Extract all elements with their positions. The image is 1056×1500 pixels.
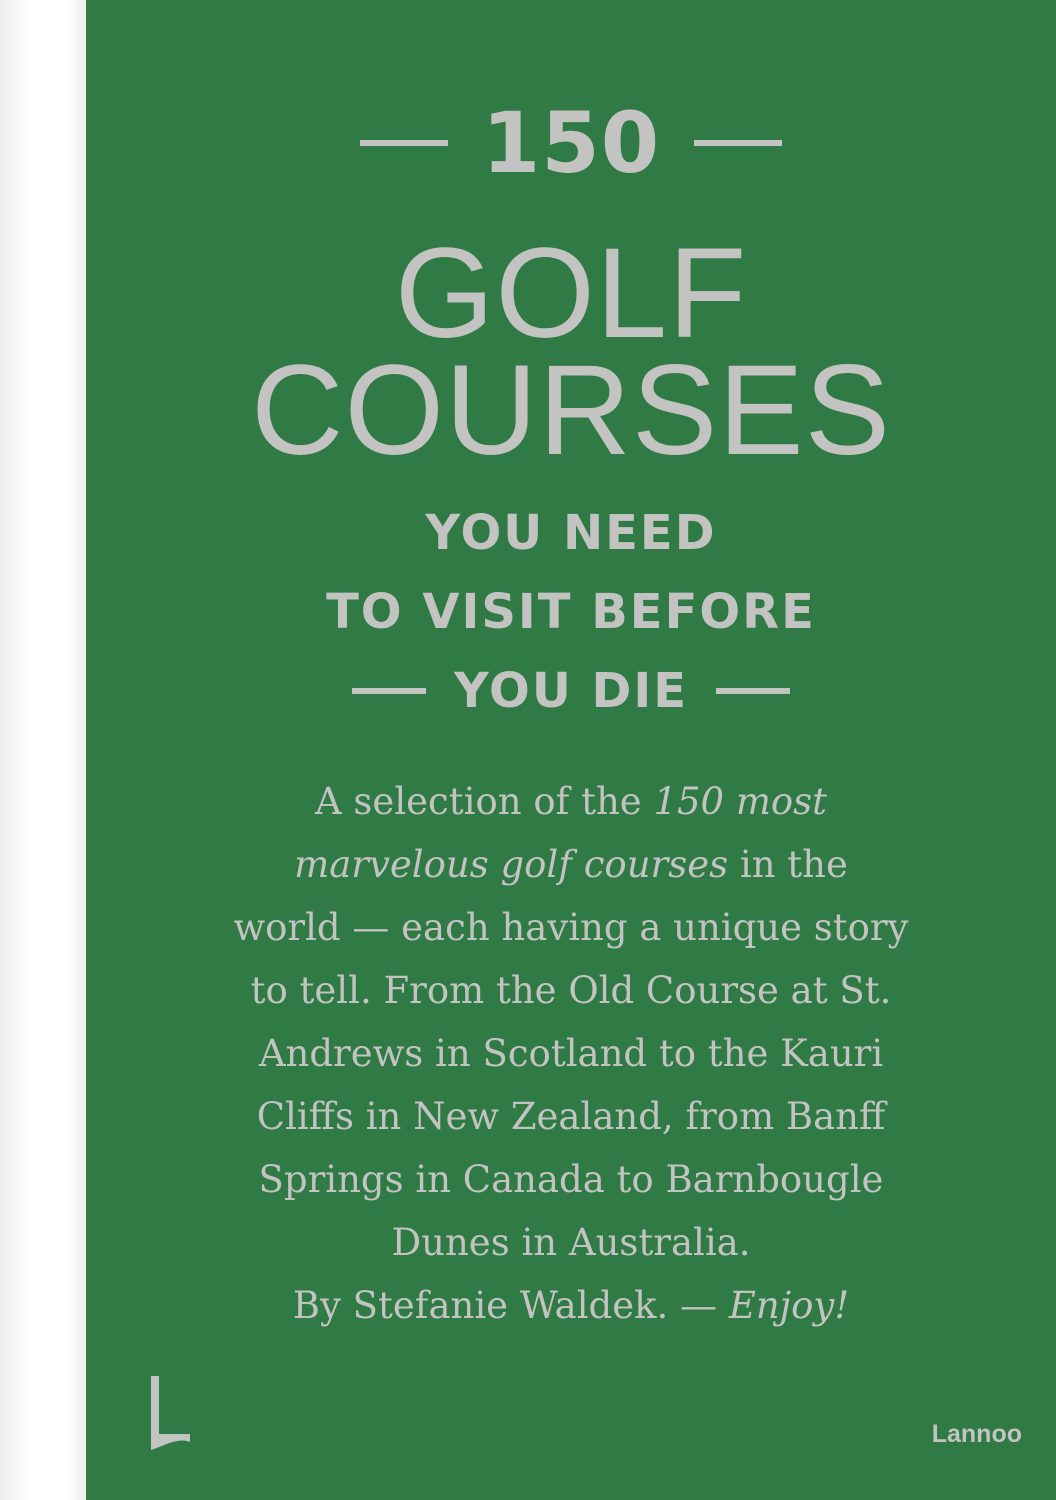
title-line-golf: GOLF — [394, 222, 748, 365]
blurb-line: Cliffs in New Zealand, from Banff — [256, 1095, 886, 1138]
cover-blurb — [166, 770, 976, 1337]
right-dash — [716, 688, 790, 694]
blurb-line: world — each having a unique story — [233, 906, 909, 949]
blurb-line: A selection of the 150 most — [314, 780, 828, 823]
subtitle-line-1: YOU NEED — [425, 505, 717, 561]
blurb-emphasis: 150 most — [653, 780, 828, 823]
left-dash — [360, 140, 448, 146]
blurb-emphasis: marvelous golf courses — [294, 843, 729, 886]
right-dash — [694, 140, 782, 146]
blurb-line: Dunes in Australia. — [391, 1221, 751, 1264]
subtitle-line-3: YOU DIE — [453, 663, 689, 719]
blurb-line: to tell. From the Old Course at St. — [250, 969, 892, 1012]
blurb-line: marvelous golf courses in the — [294, 843, 848, 886]
blurb-line: By Stefanie Waldek. — Enjoy! — [292, 1284, 850, 1327]
title-line-courses: COURSES — [251, 339, 891, 482]
lannoo-l-logo-icon — [148, 1376, 190, 1455]
blurb-line: Springs in Canada to Barnbougle — [258, 1158, 884, 1201]
blurb-emphasis: Enjoy! — [728, 1284, 850, 1327]
lannoo-l-logo-svg — [148, 1376, 190, 1450]
blurb-line: Andrews in Scotland to the Kauri — [258, 1032, 884, 1075]
publisher-name: Lannoo — [931, 1420, 1022, 1448]
book-cover — [86, 0, 1056, 1500]
left-dash — [352, 688, 426, 694]
book-spine — [0, 0, 86, 1500]
subtitle-row-3 — [86, 664, 1056, 718]
number-row — [86, 94, 1056, 192]
subtitle-line-2: TO VISIT BEFORE — [326, 584, 816, 640]
title-number: 150 — [481, 94, 661, 192]
